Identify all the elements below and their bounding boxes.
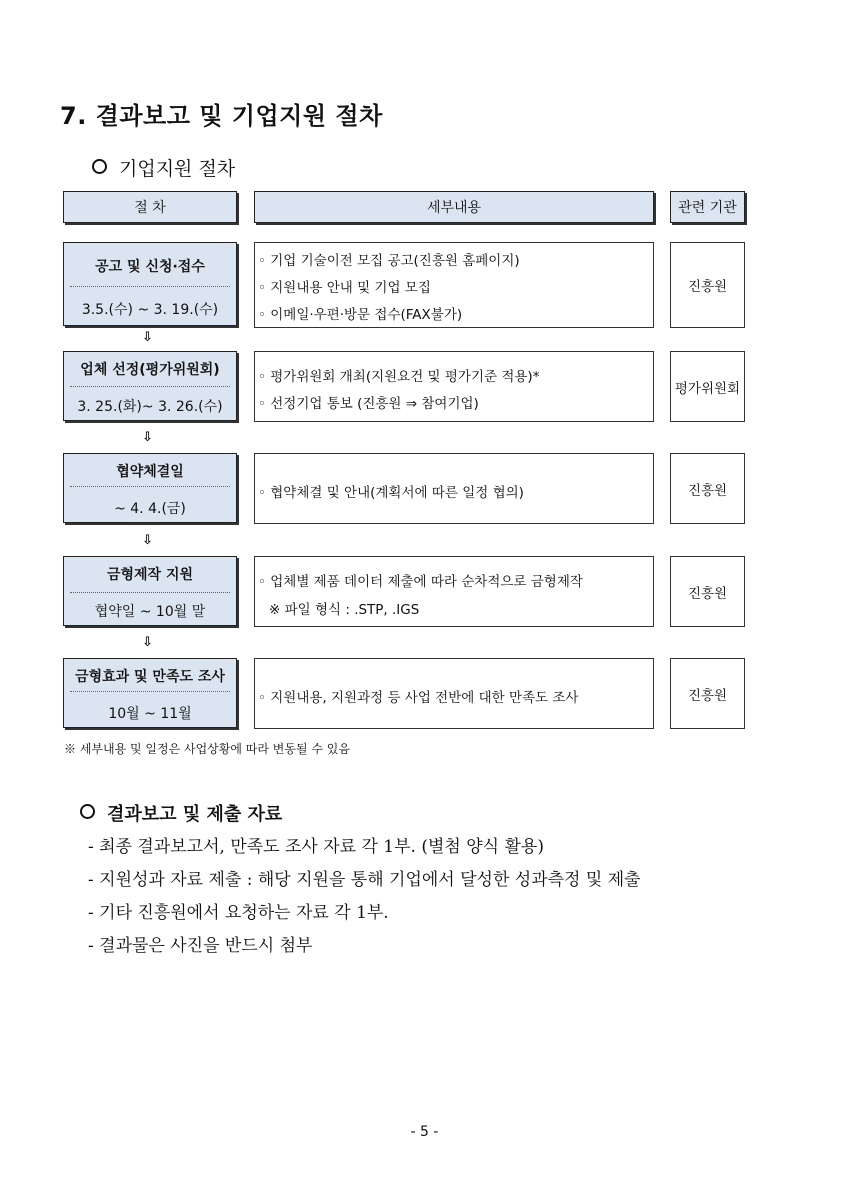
header-procedure: 절 차	[63, 191, 237, 223]
step-details	[254, 453, 654, 524]
section2-title: 결과보고 및 제출 자료	[107, 804, 283, 825]
step-date: 협약일 ~ 10월 말	[94, 604, 206, 620]
step-details	[254, 351, 654, 422]
detail-line: ◦ 업체별 제품 데이터 제출에 따라 순차적으로 금형제작	[258, 574, 583, 590]
detail-line: ◦ 협약체결 및 안내(계획서에 따른 일정 협의)	[258, 485, 524, 501]
step-date: 10월 ~ 11월	[108, 706, 192, 722]
down-arrow-icon: ⇩	[142, 330, 153, 345]
step-title: 공고 및 신청·접수	[95, 259, 205, 275]
down-arrow-icon: ⇩	[142, 533, 153, 548]
list-item: - 결과물은 사진을 반드시 첨부	[88, 936, 313, 956]
step-details	[254, 242, 654, 328]
divider	[70, 486, 230, 487]
subheading	[92, 154, 235, 181]
detail-line: ※ 파일 형식 : .STP, .IGS	[269, 602, 420, 618]
detail-line: ◦ 평가위원회 개최(지원요건 및 평가기준 적용)*	[258, 369, 540, 385]
divider	[70, 386, 230, 387]
down-arrow-icon: ⇩	[142, 430, 153, 445]
detail-line: ◦ 지원내용 안내 및 기업 모집	[258, 280, 431, 296]
detail-line: ◦ 지원내용, 지원과정 등 사업 전반에 대한 만족도 조사	[258, 690, 579, 706]
step-box	[63, 453, 237, 523]
step-organization: 평가위원회	[670, 351, 745, 422]
schedule-note: ※ 세부내용 및 일정은 사업상황에 따라 변동될 수 있음	[64, 742, 350, 756]
header-details: 세부내용	[254, 191, 654, 223]
section-heading: 7. 결과보고 및 기업지원 절차	[60, 102, 383, 130]
step-box	[63, 658, 237, 728]
step-title: 협약체결일	[116, 464, 184, 480]
step-details	[254, 658, 654, 729]
divider	[70, 286, 230, 287]
step-box	[63, 556, 237, 626]
step-title: 금형제작 지원	[106, 567, 194, 583]
detail-line: ◦ 선정기업 통보 (진흥원 ⇒ 참여기업)	[258, 396, 479, 412]
list-item: - 지원성과 자료 제출 : 해당 지원을 통해 기업에서 달성한 성과측정 및 제출	[88, 870, 641, 890]
step-date: 3.5.(수) ~ 3. 19.(수)	[81, 302, 219, 318]
step-title: 업체 선정(평가위원회)	[80, 362, 220, 378]
section2-heading	[80, 800, 282, 826]
step-box	[63, 351, 237, 421]
step-title: 금형효과 및 만족도 조사	[75, 669, 225, 685]
step-organization: 진흥원	[670, 242, 745, 328]
header-organization: 관련 기관	[670, 191, 745, 223]
step-organization: 진흥원	[670, 658, 745, 729]
step-details	[254, 556, 654, 627]
list-item: - 최종 결과보고서, 만족도 조사 자료 각 1부. (별첨 양식 활용)	[88, 837, 544, 857]
circle-bullet-icon	[80, 804, 95, 819]
step-organization: 진흥원	[670, 453, 745, 524]
subheading-text: 기업지원 절차	[119, 158, 236, 180]
list-item: - 기타 진흥원에서 요청하는 자료 각 1부.	[88, 903, 389, 923]
divider	[70, 592, 230, 593]
page-number: - 5 -	[410, 1124, 439, 1140]
step-date: 3. 25.(화)~ 3. 26.(수)	[77, 399, 223, 415]
detail-line: ◦ 이메일·우편·방문 접수(FAX불가)	[258, 307, 463, 323]
step-organization: 진흥원	[670, 556, 745, 627]
step-date: ~ 4. 4.(금)	[114, 501, 186, 517]
circle-bullet-icon	[92, 159, 107, 174]
divider	[70, 691, 230, 692]
down-arrow-icon: ⇩	[142, 635, 153, 650]
step-box	[63, 242, 237, 326]
detail-line: ◦ 기업 기술이전 모집 공고(진흥원 홈페이지)	[258, 253, 520, 269]
